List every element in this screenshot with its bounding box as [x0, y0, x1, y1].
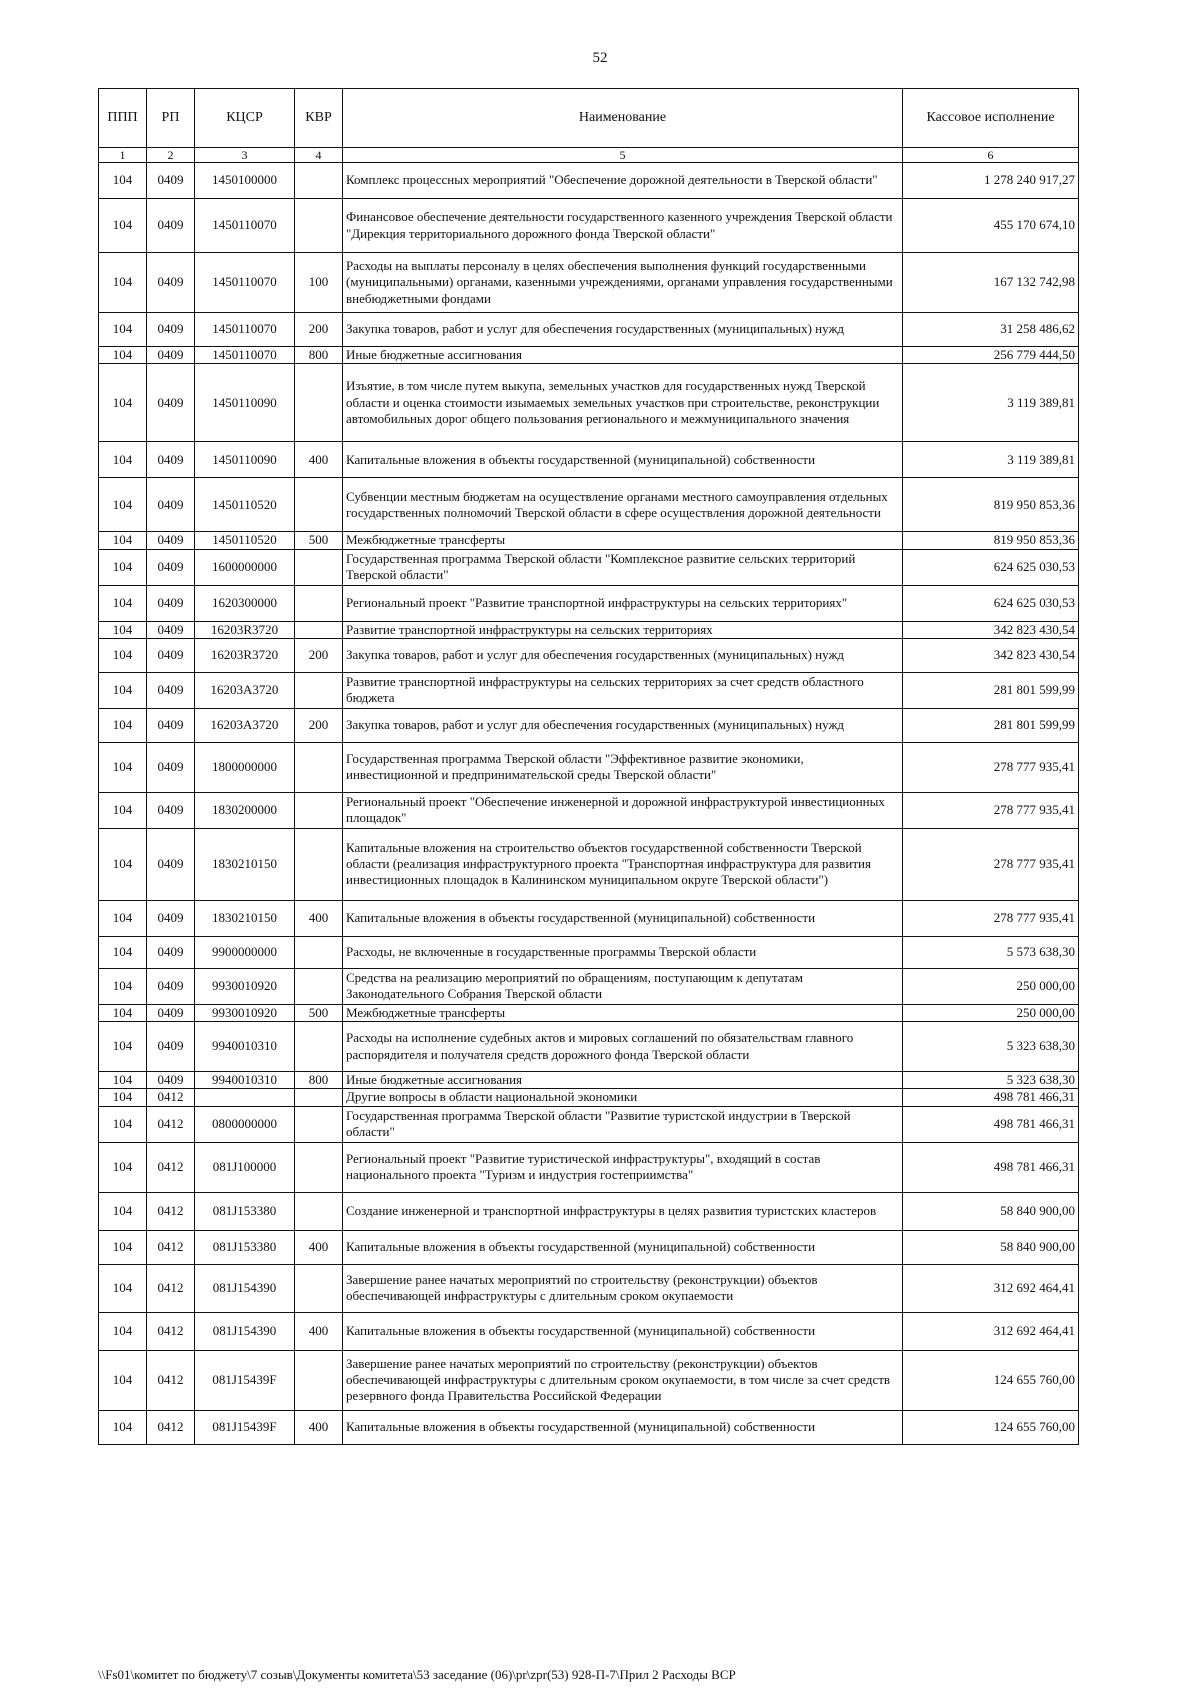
- cell-rp: 0409: [147, 621, 195, 638]
- table-row: [99, 532, 1079, 549]
- cell-kcsr: 9940010310: [195, 1072, 295, 1089]
- cell-name: Завершение ранее начатых мероприятий по строительству (реконструкции) объектов обеспечивающей инфраструктуры с длительным сроком окупаемости: [343, 1264, 903, 1312]
- cell-kvr: [295, 478, 343, 532]
- table-row: [99, 968, 1079, 1004]
- table-row: [99, 621, 1079, 638]
- cell-ppp: 104: [99, 1022, 147, 1072]
- cell-rp: 0409: [147, 1004, 195, 1021]
- table-row: [99, 1350, 1079, 1410]
- table-row: [99, 163, 1079, 199]
- cell-kvr: [295, 364, 343, 442]
- cell-rp: 0409: [147, 549, 195, 585]
- cell-kcsr: 1830210150: [195, 828, 295, 900]
- cell-rp: 0409: [147, 442, 195, 478]
- cell-rp: 0409: [147, 478, 195, 532]
- column-number: 1: [99, 148, 147, 163]
- cell-ppp: 104: [99, 742, 147, 792]
- cell-rp: 0409: [147, 936, 195, 968]
- cell-amount: 281 801 599,99: [903, 708, 1079, 742]
- cell-ppp: 104: [99, 364, 147, 442]
- cell-name: Государственная программа Тверской области "Развитие туристской индустрии в Тверской области": [343, 1106, 903, 1142]
- table-row: [99, 199, 1079, 253]
- cell-name: Государственная программа Тверской области "Комплексное развитие сельских территорий Тверской области": [343, 549, 903, 585]
- cell-amount: 498 781 466,31: [903, 1089, 1079, 1106]
- column-header-name: Наименование: [343, 89, 903, 148]
- cell-kvr: 400: [295, 1312, 343, 1350]
- cell-ppp: 104: [99, 163, 147, 199]
- cell-rp: 0412: [147, 1410, 195, 1444]
- cell-ppp: 104: [99, 638, 147, 672]
- cell-ppp: 104: [99, 442, 147, 478]
- cell-kcsr: 081J154390: [195, 1264, 295, 1312]
- cell-kvr: [295, 1264, 343, 1312]
- column-number: 6: [903, 148, 1079, 163]
- cell-ppp: 104: [99, 621, 147, 638]
- cell-rp: 0409: [147, 900, 195, 936]
- cell-kvr: 200: [295, 638, 343, 672]
- table-row: [99, 1004, 1079, 1021]
- cell-ppp: 104: [99, 828, 147, 900]
- table-row: [99, 549, 1079, 585]
- cell-name: Комплекс процессных мероприятий "Обеспечение дорожной деятельности в Тверской области": [343, 163, 903, 199]
- cell-name: Межбюджетные трансферты: [343, 532, 903, 549]
- cell-ppp: 104: [99, 708, 147, 742]
- cell-name: Закупка товаров, работ и услуг для обеспечения государственных (муниципальных) нужд: [343, 313, 903, 347]
- cell-rp: 0409: [147, 828, 195, 900]
- cell-rp: 0412: [147, 1142, 195, 1192]
- cell-rp: 0409: [147, 313, 195, 347]
- cell-name: Расходы на выплаты персоналу в целях обеспечения выполнения функций государственными (муниципальными) органами, казенными учреждениями, органами управления государственными внебюджетными фондами: [343, 253, 903, 313]
- cell-amount: 819 950 853,36: [903, 478, 1079, 532]
- cell-kcsr: 081J100000: [195, 1142, 295, 1192]
- table-row: [99, 478, 1079, 532]
- cell-ppp: 104: [99, 532, 147, 549]
- table-row: [99, 1312, 1079, 1350]
- cell-amount: 5 573 638,30: [903, 936, 1079, 968]
- cell-ppp: 104: [99, 672, 147, 708]
- cell-amount: 124 655 760,00: [903, 1410, 1079, 1444]
- cell-rp: 0409: [147, 163, 195, 199]
- cell-amount: 624 625 030,53: [903, 585, 1079, 621]
- cell-amount: 312 692 464,41: [903, 1264, 1079, 1312]
- cell-kcsr: 1450110090: [195, 364, 295, 442]
- cell-kcsr: 1600000000: [195, 549, 295, 585]
- cell-amount: 498 781 466,31: [903, 1142, 1079, 1192]
- table-row: [99, 708, 1079, 742]
- column-number: 5: [343, 148, 903, 163]
- cell-name: Региональный проект "Обеспечение инженерной и дорожной инфраструктурой инвестиционных площадок": [343, 792, 903, 828]
- cell-rp: 0409: [147, 968, 195, 1004]
- cell-kvr: 400: [295, 1230, 343, 1264]
- cell-kcsr: 9930010920: [195, 1004, 295, 1021]
- cell-amount: 281 801 599,99: [903, 672, 1079, 708]
- cell-ppp: 104: [99, 1264, 147, 1312]
- cell-rp: 0409: [147, 638, 195, 672]
- budget-table: [98, 88, 1079, 1445]
- cell-amount: 3 119 389,81: [903, 442, 1079, 478]
- cell-kcsr: 1830210150: [195, 900, 295, 936]
- cell-kvr: [295, 549, 343, 585]
- cell-kvr: 800: [295, 1072, 343, 1089]
- cell-name: Государственная программа Тверской области "Эффективное развитие экономики, инвестиционной и предпринимательской среды Тверской области": [343, 742, 903, 792]
- cell-name: Создание инженерной и транспортной инфраструктуры в целях развития туристских кластеров: [343, 1192, 903, 1230]
- cell-kvr: [295, 1106, 343, 1142]
- cell-kvr: 200: [295, 313, 343, 347]
- table-row: [99, 792, 1079, 828]
- cell-amount: 278 777 935,41: [903, 900, 1079, 936]
- cell-amount: 31 258 486,62: [903, 313, 1079, 347]
- cell-name: Иные бюджетные ассигнования: [343, 347, 903, 364]
- cell-ppp: 104: [99, 199, 147, 253]
- cell-name: Изъятие, в том числе путем выкупа, земельных участков для государственных нужд Тверской области и оценка стоимости изымаемых земельных участков при строительстве, реконструкции автомобильных дорог общего пользования регионального и межмуниципального значения: [343, 364, 903, 442]
- cell-name: Завершение ранее начатых мероприятий по строительству (реконструкции) объектов обеспечивающей инфраструктуры с длительным сроком окупаемости, в том числе за счет средств резервного фонда Правительства Российской Федерации: [343, 1350, 903, 1410]
- cell-kvr: [295, 199, 343, 253]
- cell-rp: 0412: [147, 1192, 195, 1230]
- cell-kvr: [295, 1089, 343, 1106]
- cell-kcsr: 081J153380: [195, 1230, 295, 1264]
- cell-kcsr: 081J153380: [195, 1192, 295, 1230]
- column-header-rp: РП: [147, 89, 195, 148]
- header-row: [99, 89, 1079, 148]
- table-row: [99, 1072, 1079, 1089]
- cell-kcsr: 16203A3720: [195, 708, 295, 742]
- cell-kcsr: 1450110520: [195, 478, 295, 532]
- cell-ppp: 104: [99, 1350, 147, 1410]
- cell-amount: 342 823 430,54: [903, 621, 1079, 638]
- cell-name: Развитие транспортной инфраструктуры на сельских территориях: [343, 621, 903, 638]
- cell-amount: 58 840 900,00: [903, 1230, 1079, 1264]
- table-row: [99, 1264, 1079, 1312]
- table-row: [99, 742, 1079, 792]
- cell-kcsr: 1450100000: [195, 163, 295, 199]
- cell-rp: 0412: [147, 1089, 195, 1106]
- cell-kvr: [295, 585, 343, 621]
- cell-kvr: [295, 1350, 343, 1410]
- cell-kvr: 100: [295, 253, 343, 313]
- table-row: [99, 364, 1079, 442]
- cell-amount: 124 655 760,00: [903, 1350, 1079, 1410]
- cell-kvr: 400: [295, 900, 343, 936]
- cell-rp: 0409: [147, 364, 195, 442]
- cell-ppp: 104: [99, 253, 147, 313]
- cell-kcsr: 1450110070: [195, 199, 295, 253]
- cell-name: Капитальные вложения на строительство объектов государственной собственности Тверской области (реализация инфраструктурного проекта "Транспортная инфраструктура для развития инвестиционных площадок в Калининском муниципальном округе Тверской области"): [343, 828, 903, 900]
- cell-amount: 312 692 464,41: [903, 1312, 1079, 1350]
- cell-rp: 0409: [147, 585, 195, 621]
- cell-kcsr: 1450110070: [195, 253, 295, 313]
- cell-kcsr: 9930010920: [195, 968, 295, 1004]
- table-row: [99, 936, 1079, 968]
- cell-rp: 0409: [147, 1022, 195, 1072]
- cell-ppp: 104: [99, 585, 147, 621]
- cell-kcsr: 9940010310: [195, 1022, 295, 1072]
- table-row: [99, 900, 1079, 936]
- cell-kcsr: 16203R3720: [195, 621, 295, 638]
- cell-kvr: [295, 672, 343, 708]
- page-number: 52: [592, 50, 608, 66]
- cell-name: Капитальные вложения в объекты государственной (муниципальной) собственности: [343, 442, 903, 478]
- cell-name: Региональный проект "Развитие транспортной инфраструктуры на сельских территориях": [343, 585, 903, 621]
- cell-kcsr: 1450110520: [195, 532, 295, 549]
- cell-rp: 0409: [147, 672, 195, 708]
- cell-name: Другие вопросы в области национальной экономики: [343, 1089, 903, 1106]
- column-number: 3: [195, 148, 295, 163]
- cell-amount: 256 779 444,50: [903, 347, 1079, 364]
- cell-ppp: 104: [99, 1004, 147, 1021]
- cell-name: Иные бюджетные ассигнования: [343, 1072, 903, 1089]
- cell-rp: 0412: [147, 1312, 195, 1350]
- cell-name: Капитальные вложения в объекты государственной (муниципальной) собственности: [343, 900, 903, 936]
- cell-name: Расходы, не включенные в государственные программы Тверской области: [343, 936, 903, 968]
- cell-name: Закупка товаров, работ и услуг для обеспечения государственных (муниципальных) нужд: [343, 708, 903, 742]
- cell-kvr: [295, 792, 343, 828]
- cell-ppp: 104: [99, 1089, 147, 1106]
- cell-kvr: [295, 163, 343, 199]
- cell-kcsr: 16203A3720: [195, 672, 295, 708]
- column-number: 2: [147, 148, 195, 163]
- cell-ppp: 104: [99, 1072, 147, 1089]
- cell-ppp: 104: [99, 1410, 147, 1444]
- cell-ppp: 104: [99, 313, 147, 347]
- cell-name: Развитие транспортной инфраструктуры на сельских территориях за счет средств областного бюджета: [343, 672, 903, 708]
- cell-name: Капитальные вложения в объекты государственной (муниципальной) собственности: [343, 1410, 903, 1444]
- cell-kvr: 400: [295, 1410, 343, 1444]
- cell-amount: 1 278 240 917,27: [903, 163, 1079, 199]
- cell-kvr: 500: [295, 1004, 343, 1021]
- cell-name: Закупка товаров, работ и услуг для обеспечения государственных (муниципальных) нужд: [343, 638, 903, 672]
- footer-file-path: \\Fs01\комитет по бюджету\7 созыв\Документы комитета\53 заседание (06)\pr\zpr(53) 928-П-7\Прил 2 Расходы ВСР: [98, 1667, 736, 1682]
- cell-amount: 5 323 638,30: [903, 1022, 1079, 1072]
- cell-amount: 5 323 638,30: [903, 1072, 1079, 1089]
- cell-kcsr: 1620300000: [195, 585, 295, 621]
- cell-kvr: 800: [295, 347, 343, 364]
- table-row: [99, 828, 1079, 900]
- cell-amount: 167 132 742,98: [903, 253, 1079, 313]
- cell-ppp: 104: [99, 1192, 147, 1230]
- cell-kvr: 500: [295, 532, 343, 549]
- cell-ppp: 104: [99, 936, 147, 968]
- column-header-amount: Кассовое исполнение: [903, 89, 1079, 148]
- cell-ppp: 104: [99, 1142, 147, 1192]
- cell-amount: 455 170 674,10: [903, 199, 1079, 253]
- cell-kcsr: 16203R3720: [195, 638, 295, 672]
- cell-rp: 0409: [147, 347, 195, 364]
- cell-ppp: 104: [99, 1312, 147, 1350]
- cell-rp: 0412: [147, 1350, 195, 1410]
- table-row: [99, 1410, 1079, 1444]
- cell-kvr: 200: [295, 708, 343, 742]
- cell-ppp: 104: [99, 478, 147, 532]
- cell-kcsr: 081J15439F: [195, 1410, 295, 1444]
- cell-ppp: 104: [99, 968, 147, 1004]
- cell-name: Расходы на исполнение судебных актов и мировых соглашений по обязательствам главного распорядителя и получателя средств дорожного фонда Тверской области: [343, 1022, 903, 1072]
- cell-rp: 0412: [147, 1106, 195, 1142]
- cell-kvr: [295, 936, 343, 968]
- cell-kvr: [295, 968, 343, 1004]
- table-row: [99, 253, 1079, 313]
- cell-rp: 0409: [147, 199, 195, 253]
- cell-kvr: [295, 621, 343, 638]
- cell-rp: 0412: [147, 1230, 195, 1264]
- cell-name: Средства на реализацию мероприятий по обращениям, поступающим к депутатам Законодательного Собрания Тверской области: [343, 968, 903, 1004]
- cell-ppp: 104: [99, 549, 147, 585]
- cell-kvr: [295, 742, 343, 792]
- table-row: [99, 638, 1079, 672]
- cell-name: Капитальные вложения в объекты государственной (муниципальной) собственности: [343, 1312, 903, 1350]
- table-row: [99, 442, 1079, 478]
- cell-rp: 0409: [147, 253, 195, 313]
- cell-kcsr: 1830200000: [195, 792, 295, 828]
- cell-rp: 0409: [147, 742, 195, 792]
- cell-kcsr: 9900000000: [195, 936, 295, 968]
- cell-name: Капитальные вложения в объекты государственной (муниципальной) собственности: [343, 1230, 903, 1264]
- cell-kcsr: [195, 1089, 295, 1106]
- table-row: [99, 1230, 1079, 1264]
- cell-name: Субвенции местным бюджетам на осуществление органами местного самоуправления отдельных государственных полномочий Тверской области в сфере осуществления дорожной деятельности: [343, 478, 903, 532]
- cell-ppp: 104: [99, 347, 147, 364]
- column-header-kvr: КВР: [295, 89, 343, 148]
- cell-kvr: [295, 1192, 343, 1230]
- cell-kcsr: 1450110070: [195, 347, 295, 364]
- cell-kvr: [295, 1142, 343, 1192]
- cell-kcsr: 081J15439F: [195, 1350, 295, 1410]
- table-row: [99, 1089, 1079, 1106]
- cell-amount: 58 840 900,00: [903, 1192, 1079, 1230]
- cell-rp: 0409: [147, 532, 195, 549]
- cell-ppp: 104: [99, 1230, 147, 1264]
- cell-kcsr: 081J154390: [195, 1312, 295, 1350]
- column-number-row: [99, 148, 1079, 163]
- cell-ppp: 104: [99, 792, 147, 828]
- table-row: [99, 1022, 1079, 1072]
- cell-kvr: [295, 1022, 343, 1072]
- table-row: [99, 313, 1079, 347]
- cell-rp: 0409: [147, 1072, 195, 1089]
- cell-amount: 3 119 389,81: [903, 364, 1079, 442]
- cell-kcsr: 1800000000: [195, 742, 295, 792]
- cell-amount: 819 950 853,36: [903, 532, 1079, 549]
- cell-ppp: 104: [99, 1106, 147, 1142]
- table-row: [99, 347, 1079, 364]
- table-row: [99, 585, 1079, 621]
- cell-amount: 278 777 935,41: [903, 742, 1079, 792]
- cell-kcsr: 0800000000: [195, 1106, 295, 1142]
- cell-rp: 0412: [147, 1264, 195, 1312]
- cell-amount: 624 625 030,53: [903, 549, 1079, 585]
- cell-kvr: [295, 828, 343, 900]
- cell-amount: 250 000,00: [903, 968, 1079, 1004]
- column-header-kcsr: КЦСР: [195, 89, 295, 148]
- cell-amount: 250 000,00: [903, 1004, 1079, 1021]
- cell-name: Межбюджетные трансферты: [343, 1004, 903, 1021]
- cell-amount: 498 781 466,31: [903, 1106, 1079, 1142]
- cell-name: Финансовое обеспечение деятельности государственного казенного учреждения Тверской области "Дирекция территориального дорожного фонда Тверской области": [343, 199, 903, 253]
- cell-amount: 278 777 935,41: [903, 792, 1079, 828]
- column-number: 4: [295, 148, 343, 163]
- table-row: [99, 1106, 1079, 1142]
- cell-amount: 342 823 430,54: [903, 638, 1079, 672]
- table-row: [99, 672, 1079, 708]
- cell-rp: 0409: [147, 708, 195, 742]
- column-header-ppp: ППП: [99, 89, 147, 148]
- cell-kcsr: 1450110090: [195, 442, 295, 478]
- cell-amount: 278 777 935,41: [903, 828, 1079, 900]
- cell-name: Региональный проект "Развитие туристической инфраструктуры", входящий в состав национального проекта "Туризм и индустрия гостеприимства": [343, 1142, 903, 1192]
- cell-ppp: 104: [99, 900, 147, 936]
- table-row: [99, 1192, 1079, 1230]
- cell-kvr: 400: [295, 442, 343, 478]
- table-row: [99, 1142, 1079, 1192]
- cell-rp: 0409: [147, 792, 195, 828]
- cell-kcsr: 1450110070: [195, 313, 295, 347]
